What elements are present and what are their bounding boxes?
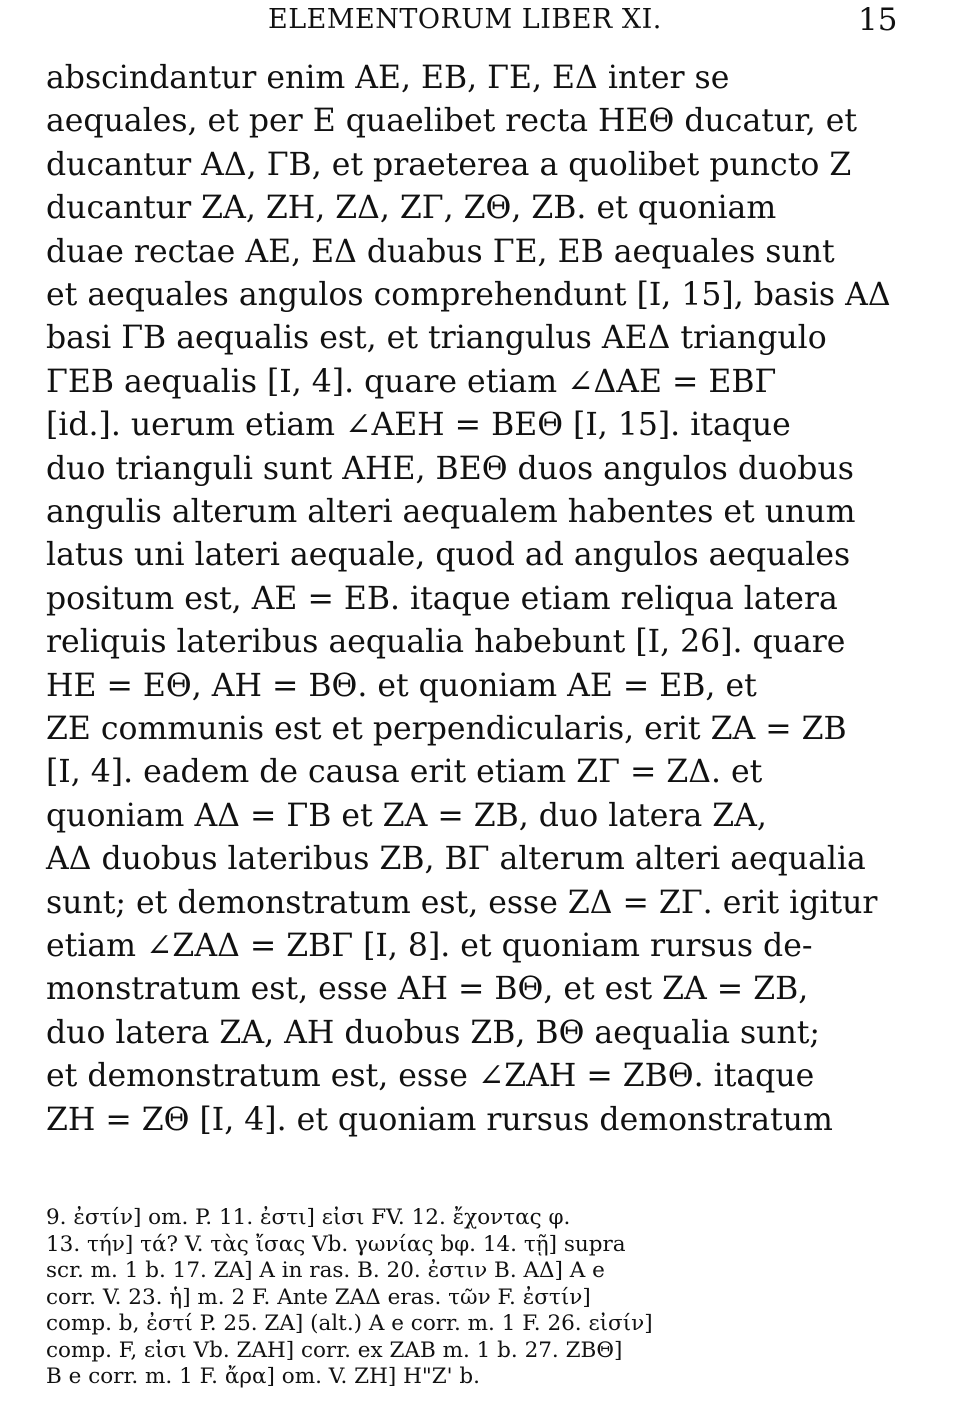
text-line: et demonstratum est, esse ∠ΖΑΗ = ΖΒΘ. itaque — [46, 1058, 815, 1095]
running-title: ELEMENTORUM LIBER XI. — [268, 4, 662, 35]
text-line: et aequales angulos comprehendunt [I, 15], basis ΑΔ — [46, 277, 891, 313]
text-line: duo trianguli sunt ΑΗΕ, ΒΕΘ duos angulos duobus — [46, 450, 854, 487]
text-line: ducantur ΖΑ, ΖΗ, ΖΔ, ΖΓ, ΖΘ, ΖΒ. et quoniam — [46, 190, 777, 227]
text-line: angulis alterum alteri aequalem habentes et unum — [46, 494, 856, 530]
text-line: ΖΗ = ΖΘ [I, 4]. et quoniam rursus demonstratum — [46, 1101, 833, 1138]
text-line: monstratum est, esse ΑΗ = ΒΘ, et est ΖΑ = ΖΒ, — [46, 971, 809, 1008]
text-line: [id.]. uerum etiam ∠ΑΕΗ = ΒΕΘ [I, 15]. itaque — [46, 407, 791, 444]
text-line: reliquis lateribus aequalia habebunt [I, 26]. quare — [46, 624, 846, 661]
text-line: positum est, ΑΕ = ΕΒ. itaque etiam reliqua latera — [46, 580, 838, 617]
text-line: duo latera ΖΑ, ΑΗ duobus ΖΒ, ΒΘ aequalia sunt; — [46, 1014, 821, 1051]
footnote-line: corr. V. 23. ἡ] m. 2 F. Ante ΖΑΔ eras. τῶν F. ἐστίν] — [46, 1284, 591, 1310]
text-line: aequales, et per Ε quaelibet recta ΗΕΘ ducatur, et — [46, 103, 858, 140]
page-header — [0, 0, 960, 48]
text-line: etiam ∠ΖΑΔ = ΖΒΓ [I, 8]. et quoniam rursus de- — [46, 928, 813, 964]
text-line: ΖΕ communis est et perpendicularis, erit ΖΑ = ΖΒ — [46, 711, 847, 747]
footnote-line: 9. ἐστίν] om. P. 11. ἐστι] εἰσι FV. 12. ἔχοντας φ. — [46, 1205, 571, 1230]
text-line: ΑΔ duobus lateribus ΖΒ, ΒΓ alterum alteri aequalia — [46, 841, 866, 878]
footnote-line: 13. τήν] τά? V. τὰς ἴσας Vb. γωνίας bφ. 14. τῇ] supra — [46, 1231, 626, 1257]
text-line: ΓΕΒ aequalis [I, 4]. quare etiam ∠ΔΑΕ = ΕΒΓ — [46, 363, 777, 400]
page-number: 15 — [858, 2, 898, 38]
text-line: [I, 4]. eadem de causa erit etiam ΖΓ = ΖΔ. et — [46, 754, 763, 791]
text-line: duae rectae ΑΕ, ΕΔ duabus ΓΕ, ΕΒ aequales sunt — [46, 233, 835, 270]
text-line: quoniam ΑΔ = ΓΒ et ΖΑ = ΖΒ, duo latera ΖΑ, — [46, 797, 767, 834]
text-line: basi ΓΒ aequalis est, et triangulus ΑΕΔ triangulo — [46, 320, 827, 357]
text-line: latus uni lateri aequale, quod ad angulos aequales — [46, 537, 851, 574]
text-line: sunt; et demonstratum est, esse ΖΔ = ΖΓ. erit igitur — [46, 884, 878, 921]
text-line: ducantur ΑΔ, ΓΒ, et praeterea a quolibet puncto Ζ — [46, 146, 852, 183]
footnote-line: comp. F, εἰσι Vb. ΖΑΗ] corr. ex ΖΑΒ m. 1 b. 27. ΖΒΘ] — [46, 1337, 623, 1363]
footnote-line: scr. m. 1 b. 17. ΖΑ] Α in ras. B. 20. ἐστιν B. ΑΔ] Α e — [46, 1258, 605, 1283]
footnote-line: comp. b, ἐστί P. 25. ΖΑ] (alt.) Α e corr. m. 1 F. 26. εἰσίν] — [46, 1311, 653, 1336]
footnote-line: Β e corr. m. 1 F. ἄρα] om. V. ΖΗ] Η"Ζ' b. — [46, 1364, 481, 1389]
text-line: abscindantur enim ΑΕ, ΕΒ, ΓΕ, ΕΔ inter se — [46, 60, 730, 96]
text-line: ΗΕ = ΕΘ, ΑΗ = ΒΘ. et quoniam ΑΕ = ΕΒ, et — [46, 667, 757, 704]
